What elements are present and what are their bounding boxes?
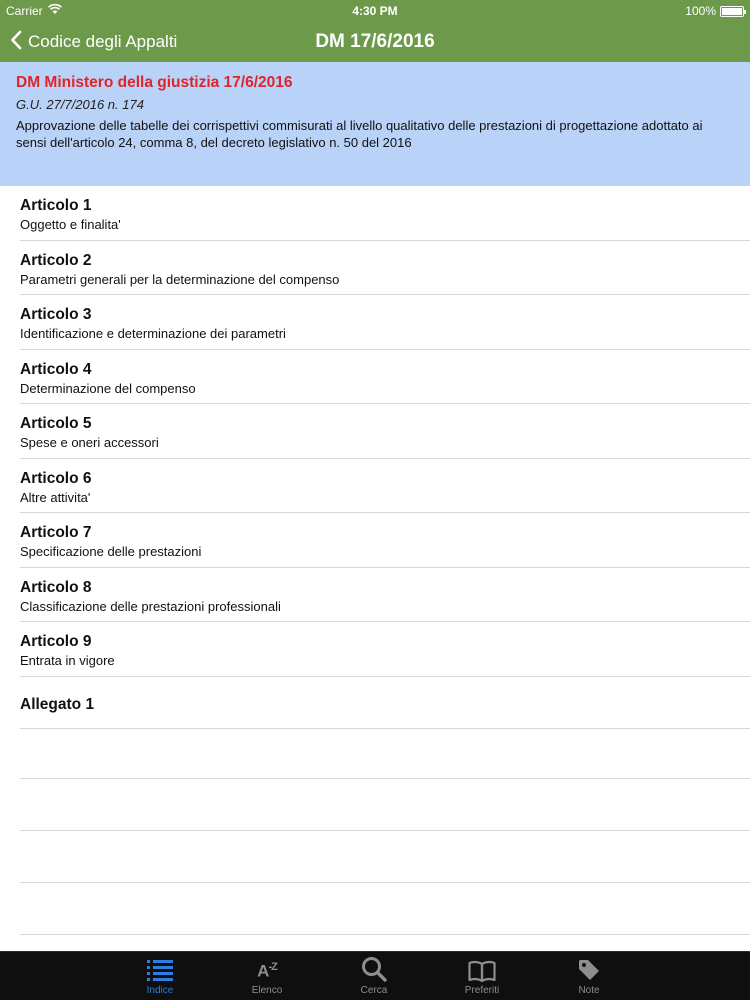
document-header <box>0 62 750 186</box>
battery-percent: 100% <box>685 4 716 18</box>
list-item-title: Articolo 3 <box>20 306 92 323</box>
list-item-title: Allegato 1 <box>20 695 95 713</box>
list-item-title: Articolo 6 <box>20 469 92 487</box>
navigation-bar <box>0 22 750 62</box>
tab-elenco[interactable] <box>232 952 302 1000</box>
tab-label: Preferiti <box>464 985 500 996</box>
back-button-label: Codice degli Appalti <box>28 32 178 51</box>
empty-row <box>20 727 750 779</box>
chevron-left-icon <box>10 30 22 55</box>
list-item-title: Articolo 7 <box>20 524 92 541</box>
list-item-subtitle: Spese e oneri accessori <box>20 435 159 450</box>
list-item-title: Articolo 5 <box>20 415 92 432</box>
empty-row <box>20 831 750 883</box>
status-right <box>685 4 744 18</box>
page-title: DM 17/6/2016 <box>315 31 435 52</box>
list-item-subtitle: Determinazione del compenso <box>20 380 196 396</box>
back-button[interactable] <box>10 28 177 56</box>
document-title: DM Ministero della giustizia 17/6/2016 <box>16 74 293 91</box>
list-item-articolo-3[interactable] <box>0 295 750 350</box>
document-description: Approvazione delle tabelle dei corrispettivi commisurati al livello qualitativo delle prestazioni di progettazione adottato ai sensi dell'articolo 24, comma 8, del decreto legislativo n. 50 del 2016 <box>16 118 703 150</box>
list-item-title: Articolo 1 <box>20 197 92 214</box>
carrier-label: Carrier <box>6 4 43 18</box>
status-bar <box>0 0 750 22</box>
tab-note[interactable] <box>554 952 624 1000</box>
list-item-subtitle: Classificazione delle prestazioni professionali <box>20 598 281 614</box>
empty-row <box>20 883 750 935</box>
tab-bar <box>0 951 750 1000</box>
tab-label: Elenco <box>251 985 283 996</box>
list-item-articolo-4[interactable] <box>0 350 750 405</box>
list-item-subtitle: Identificazione e determinazione dei parametri <box>20 326 286 341</box>
empty-row <box>20 779 750 831</box>
list-item-title: Articolo 4 <box>20 360 92 378</box>
book-icon <box>447 952 517 982</box>
list-item-articolo-6[interactable] <box>0 459 750 514</box>
list-item-title: Articolo 9 <box>20 633 92 650</box>
list-item-subtitle: Entrata in vigore <box>20 653 115 668</box>
list-item-title: Articolo 2 <box>20 251 92 269</box>
article-list <box>0 186 750 729</box>
status-time: 4:30 PM <box>352 4 398 18</box>
list-item-articolo-9[interactable] <box>0 622 750 677</box>
list-item-subtitle: Oggetto e finalita' <box>20 217 121 232</box>
tab-label: Cerca <box>360 985 388 996</box>
list-item-allegato-1[interactable] <box>0 677 750 729</box>
list-item-articolo-2[interactable] <box>0 241 750 296</box>
list-item-articolo-7[interactable] <box>0 513 750 568</box>
list-icon <box>125 952 195 982</box>
tab-cerca[interactable] <box>339 952 409 1000</box>
tab-label: Indice <box>146 985 174 996</box>
list-item-title: Articolo 8 <box>20 578 92 596</box>
empty-table-rows <box>0 727 750 935</box>
battery-icon <box>720 6 744 17</box>
list-item-articolo-1[interactable] <box>0 186 750 241</box>
tag-icon <box>554 952 624 982</box>
list-item-articolo-5[interactable] <box>0 404 750 459</box>
az-sort-icon: $A^{-Z}$ <box>257 961 277 981</box>
list-item-subtitle: Parametri generali per la determinazione del compenso <box>20 271 340 287</box>
list-item-subtitle: Altre attivita' <box>20 489 91 505</box>
gazette-reference: G.U. 27/7/2016 n. 174 <box>16 97 144 112</box>
tab-label: Note <box>578 985 600 996</box>
list-item-articolo-8[interactable] <box>0 568 750 623</box>
search-icon <box>339 952 409 982</box>
list-item-subtitle: Specificazione delle prestazioni <box>20 544 202 559</box>
tab-preferiti[interactable] <box>447 952 517 1000</box>
tab-indice[interactable] <box>125 952 195 1000</box>
